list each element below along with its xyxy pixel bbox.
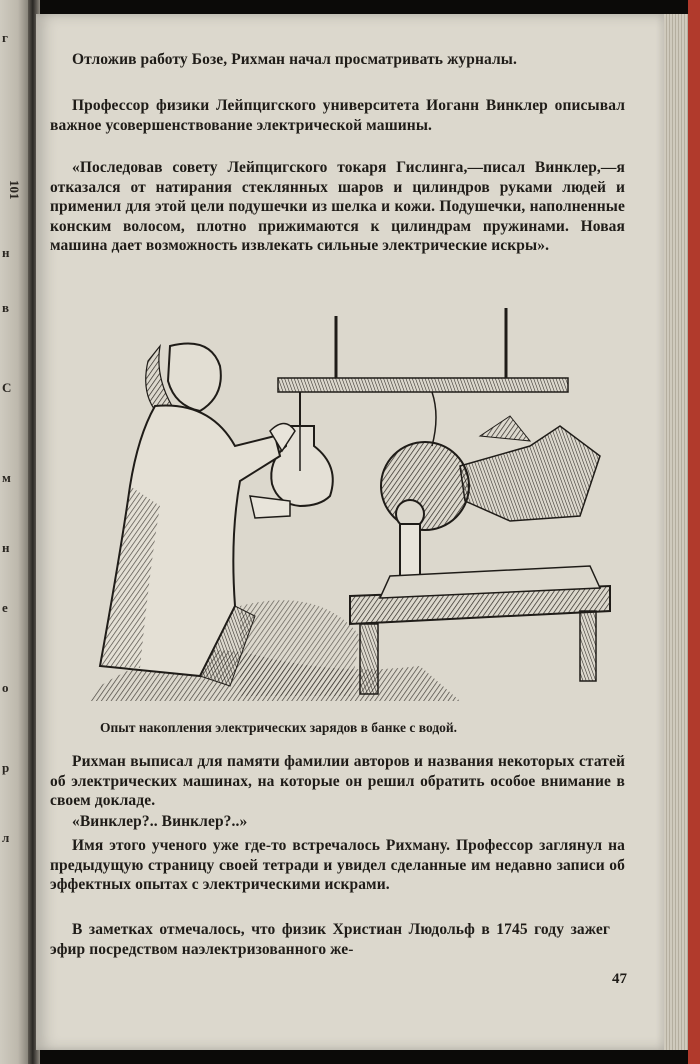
paragraph-1: Отложив работу Бозе, Рихман начал просматривать журналы.	[72, 51, 517, 68]
left-page-fragment: С	[2, 380, 12, 395]
paragraph-3: «Последовав совету Лейпцигского токаря Гислинга,—писал Винклер,—я отказался от натирания стеклянных шаров и цилиндров руками людей и применил для этой цели подушечки из шелка и кожи. Подушечки, наполненные конским волосом, плотно прижимаются к цилиндрам пружинами. Новая машина дает возможность извлекать сильные электрические искры».	[50, 159, 625, 255]
left-page-fragment: р	[2, 760, 10, 775]
left-page-fragment: 101	[7, 180, 22, 200]
paragraph-2: Профессор физики Лейпцигского университета Иоганн Винклер описывал важное усовершенствование электрической машины.	[50, 97, 625, 134]
left-page-edge	[0, 0, 30, 1064]
left-page-fragment: г	[2, 30, 8, 45]
left-page-fragment: м	[2, 470, 11, 485]
left-page-fragment: н	[2, 245, 10, 260]
left-page-fragment: н	[2, 540, 10, 555]
illustration-leyden-experiment	[60, 306, 620, 706]
figure-caption: Опыт накопления электрических зарядов в банке с водой.	[100, 720, 458, 735]
left-page-fragment: в	[2, 300, 10, 315]
left-page-fragment: л	[2, 830, 10, 845]
book-cover-edge	[688, 0, 700, 1064]
left-page-fragment: о	[2, 680, 9, 695]
page-number: 47	[612, 971, 627, 987]
paragraph-6: Имя этого ученого уже где-то встречалось Рихману. Профессор заглянул на предыдущую страницу своей тетради и увидел сделанные им недавно записи об эффектных опытах с электрическими искрами.	[50, 837, 625, 894]
paragraph-7: В заметках отмечалось, что физик Христиан Людольф в 1745 году зажег эфир посредством наэлектризованного же-	[50, 921, 610, 958]
left-page-fragment: е	[2, 600, 8, 615]
page-stack-edge	[664, 14, 688, 1050]
paragraph-5: «Винклер?.. Винклер?..»	[72, 813, 248, 830]
paragraph-4: Рихман выписал для памяти фамилии авторов и названия некоторых статей об электрических машинах, на которые он решил обратить особое внимание в своем докладе.	[50, 753, 625, 810]
